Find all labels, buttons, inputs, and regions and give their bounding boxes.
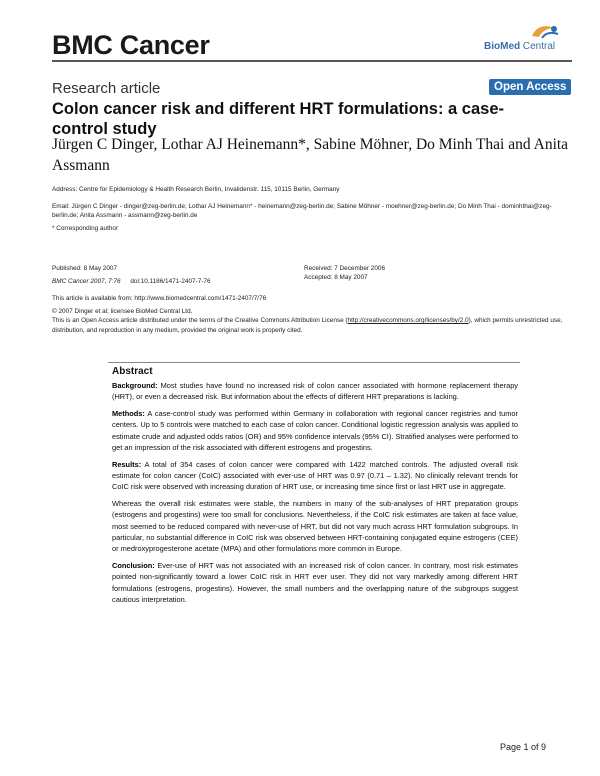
license-link[interactable]: http://creativecommons.org/licenses/by/2.0: [347, 317, 469, 325]
biomed-logo-text: BioMed Central: [484, 41, 556, 52]
doi: doi:10.1186/1471-2407-7-76: [130, 278, 211, 286]
article-url[interactable]: This article is available from: http://www.biomedcentral.com/1471-2407/7/76: [52, 295, 267, 302]
copyright-line: © 2007 Dinger et al; licensee BioMed Central Ltd.: [52, 308, 193, 315]
published-date: Published: 8 May 2007: [52, 265, 118, 272]
abstract-methods: Methods: A case-control study was performed within Germany in collaboration with regional cancer registries and tumor centers. Up to 5 controls were matched to each case of colon cancer. Conditional logistic regression analysis was applied to estimate crude and adjusted odds ratios (OR) and 95% confidence intervals (95% CI). Stratified analyses were performed to get an impression of the risk associated with different estrogens and progestins.: [112, 409, 518, 452]
biomed-central-logo: [484, 22, 564, 56]
author-emails: Email: Jürgen C Dinger - dinger@zeg-berlin.de; Lothar AJ Heinemann* - heinemann@zeg-berlin.de; Sabine Möhner - moehner@zeg-berlin.de; Do Minh Thai - dominhthai@zeg-berlin.de; Anita Assmann - assmann@zeg-berlin.de: [52, 203, 552, 220]
abstract-results: Results: A total of 354 cases of colon cancer were compared with 1422 matched controls. The adjusted overall risk estimate for colon cancer (CoIC) associated with ever-use of HRT was 0.97 (0.71 – 1.32). No clinically relevant trends for CoIC risk were observed with increasing duration of HRT use, or increasing time since first or last HRT use in aggregate.: [112, 459, 518, 492]
article-title: Colon cancer risk and different HRT formulations: a case-control study: [52, 100, 505, 138]
article-type: Research article: [52, 80, 161, 97]
accepted-date: Accepted: 8 May 2007: [304, 274, 368, 282]
abstract-results-continued: Whereas the overall risk estimates were stable, the numbers in many of the sub-analyses of HRT preparation groups (estrogens and progestins) were too small for conclusions. Nevertheless, if the CoIC risk estimates are taken at face value, most seemed to be reduced compared with never-use of HRT, but did not vary much across HRT formulation subgroups. In particular, no substantial difference in CoIC risk was observed between HRT-containing conjugated equine estrogens (CEE) or medroxyprogesterone acetate (MPA) and other formulations more common in Europe.: [112, 499, 518, 554]
page-number: Page 1 of 9: [500, 742, 547, 752]
corresponding-author-note: * Corresponding author: [52, 225, 119, 232]
author-list: Jürgen C Dinger, Lothar AJ Heinemann*, Sabine Möhner, Do Minh Thai and Anita Assmann: [52, 136, 569, 174]
author-address: Address: Centre for Epidemiology & Health Research Berlin, Invalidenstr. 115, 10115 Berlin, Germany: [52, 186, 340, 193]
received-accepted-info: [304, 264, 544, 283]
abstract-conclusion: Conclusion: Ever-use of HRT was not associated with an increased risk of colon cancer. In contrary, most risk estimates pointed non-significantly toward a lower CoIC risk in HRT ever user. They did not vary markedly among different HRT formulations (estrogens, progestins). However, the small numbers and the overlapping nature of the subgroups suggest cautious interpretation.: [112, 561, 518, 605]
received-date: Received: 7 December 2006: [304, 265, 385, 272]
journal-title: BMC Cancer: [52, 30, 210, 60]
publication-info: [52, 264, 292, 287]
abstract-body: [112, 380, 518, 611]
header-divider: [52, 60, 572, 62]
abstract-background: Background: Most studies have found no increased risk of colon cancer associated with hormone replacement therapy (HRT), or even a decreased risk. But information about the effects of different HRT preparations is lacking.: [112, 381, 518, 402]
citation: BMC Cancer 2007, 7:76: [52, 278, 121, 286]
copyright-license: [52, 307, 572, 335]
license-text: This is an Open Access article distributed under the terms of the Creative Commons Attribution License (http://creativecommons.org/licenses/by/2.0), which permits unrestricted use, distribution, and reproduction in any medium, provided the original work is properly cited.: [52, 317, 563, 334]
abstract-heading: Abstract: [112, 366, 153, 377]
open-access-badge: Open Access: [489, 79, 571, 95]
biomed-logo-icon: [484, 22, 564, 42]
